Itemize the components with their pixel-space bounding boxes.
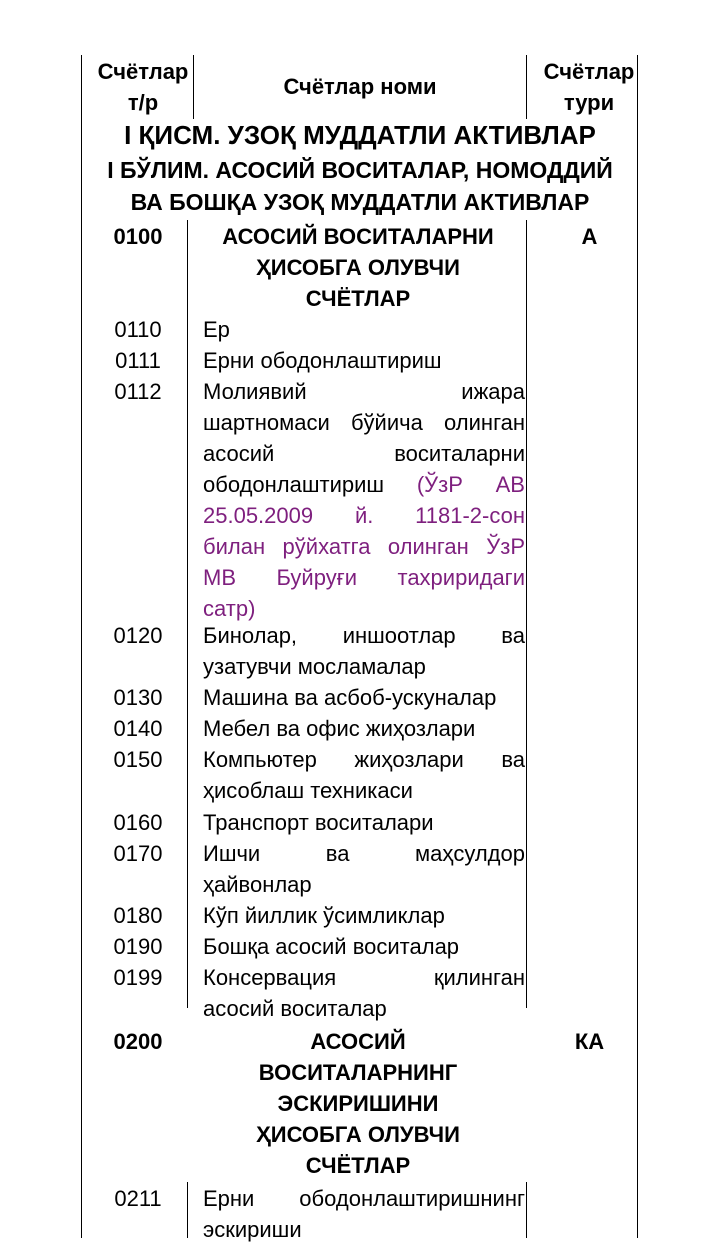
row-name-0130: Машина ва асбоб-ускуналар — [203, 685, 497, 710]
row-code-0130: 0130 — [113, 685, 163, 710]
row-code-0199: 0199 — [113, 965, 163, 990]
row-code-0150: 0150 — [113, 747, 163, 772]
row-name-0199: Консервация қилинган асосий воситалар — [203, 965, 525, 1021]
row-code-0111: 0111 — [115, 348, 161, 373]
section-title-line-1: I БЎЛИМ. АСОСИЙ ВОСИТАЛАР, НОМОДДИЙ — [107, 157, 613, 183]
section-title-line-2: ВА БОШҚА УЗОҚ МУДДАТЛИ АКТИВЛАР — [130, 189, 590, 215]
header-separator-2 — [526, 55, 527, 119]
row-name-0190: Бошқа асосий воситалар — [203, 934, 460, 959]
row-code-0160: 0160 — [113, 810, 163, 835]
row-code-0170: 0170 — [113, 841, 163, 866]
row-code-0120: 0120 — [113, 623, 163, 648]
row-name-0111: Ерни ободонлаштириш — [203, 348, 442, 373]
row-code-0140: 0140 — [113, 716, 163, 741]
header-col-type: Счётлар тури — [543, 59, 635, 115]
row-name-0200: АСОСИЙ ВОСИТАЛАРНИНГ ЭСКИРИШИНИ ҲИСОБГА ОЛУВЧИ СЧЁТЛАР — [256, 1029, 460, 1178]
row-name-0170: Ишчи ва маҳсулдор ҳайвонлар — [203, 841, 525, 897]
row-name-0140: Мебел ва офис жиҳозлари — [203, 716, 476, 741]
row-code-0200: 0200 — [113, 1029, 163, 1054]
row-code-0100: 0100 — [113, 224, 163, 249]
row-code-0112: 0112 — [114, 379, 162, 404]
amendment-note: (ЎзР АВ — [416, 472, 525, 497]
row-code-0180: 0180 — [113, 903, 163, 928]
header-col-code: Счётлар т/р — [97, 59, 189, 115]
row-code-0110: 0110 — [114, 317, 162, 342]
column-separator-2b — [526, 1182, 527, 1238]
column-separator-2 — [526, 220, 527, 1008]
row-name-0160: Транспорт воситалари — [203, 810, 434, 835]
row-name-0112: Молиявий ижара шартномаси бўйича олинган асосий воситаларни ободонлаштириш (ЎзР АВ 25.05.2009 й. 1181-2-сон билан рўйхатга олинган ЎзР МВ Буйруғи тахриридаги сатр) — [203, 379, 525, 621]
row-name-0110: Ер — [203, 317, 230, 342]
row-name-0150: Компьютер жиҳозлари ва ҳисоблаш техникаси — [203, 747, 525, 803]
row-name-0180: Кўп йиллик ўсимликлар — [203, 903, 445, 928]
row-type-0200: КА — [574, 1029, 605, 1054]
row-code-0211: 0211 — [114, 1186, 162, 1211]
row-name-0120: Бинолар, иншоотлар ва узатувчи мосламалар — [203, 623, 525, 679]
part-title: I ҚИСМ. УЗОҚ МУДДАТЛИ АКТИВЛАР — [124, 120, 596, 150]
row-type-0100: А — [581, 224, 598, 249]
row-name-0100: АСОСИЙ ВОСИТАЛАРНИ ҲИСОБГА ОЛУВЧИ СЧЁТЛАР — [222, 224, 494, 311]
row-name-0211: Ерни ободонлаштиришнинг эскириши — [203, 1186, 525, 1242]
row-code-0190: 0190 — [113, 934, 163, 959]
header-col-name: Счётлар номи — [283, 74, 437, 99]
